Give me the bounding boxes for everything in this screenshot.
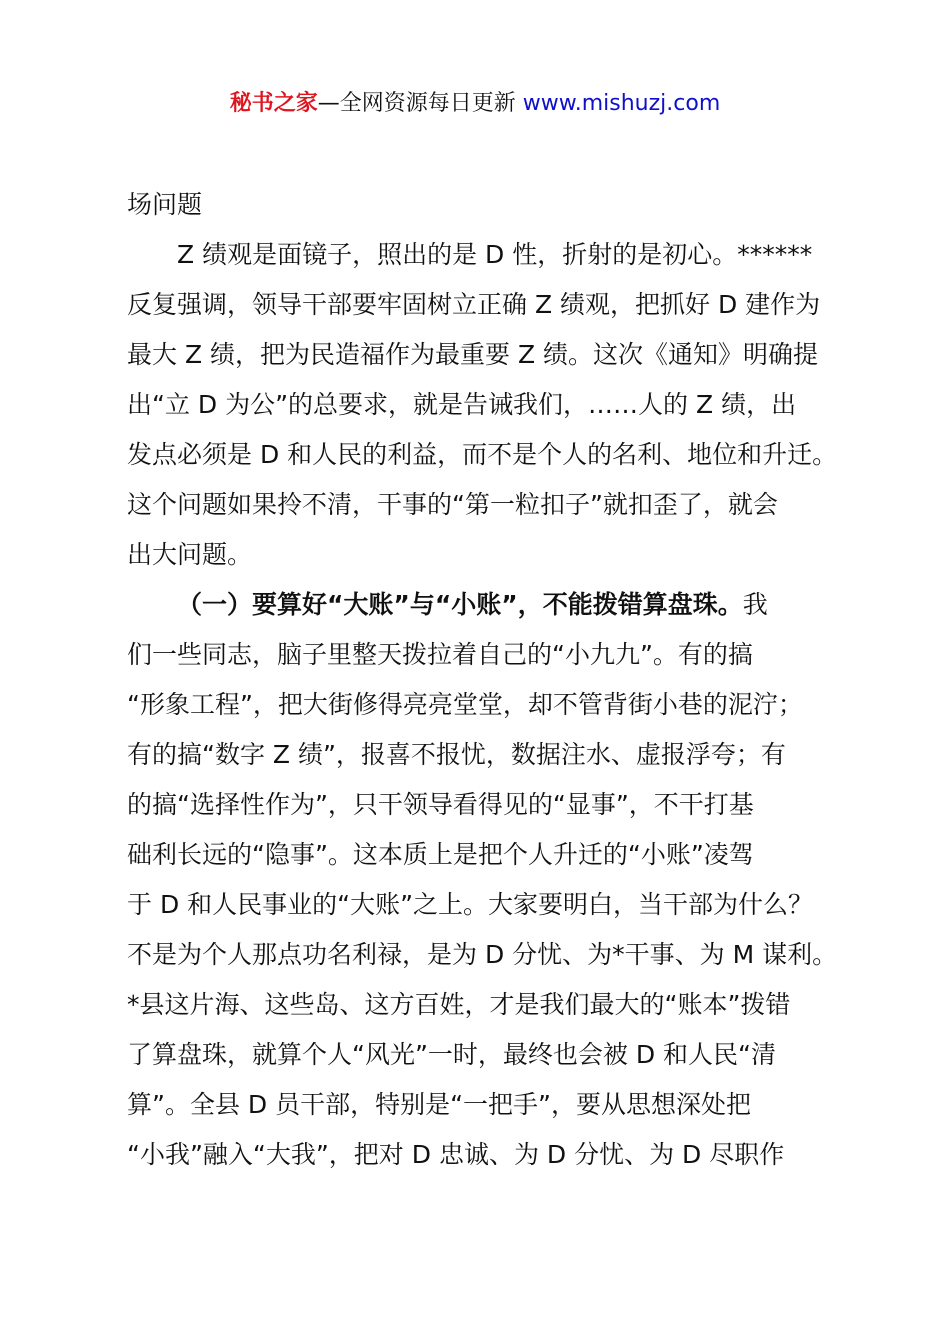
text-line: 于 D 和人民事业的“大账”之上。大家要明白，当干部为什么？	[127, 890, 814, 919]
text-line: 场问题	[127, 190, 203, 219]
text-line: 发点必须是 D 和人民的利益，而不是个人的名利、地位和升迁。	[127, 440, 838, 469]
paragraph-start: Z 绩观是面镜子，照出的是 D 性，折射的是初心。******	[177, 240, 813, 269]
text-line: 础利长远的“隐事”。这本质上是把个人升迁的“小账”凌驾	[127, 840, 754, 869]
text-line: 们一些同志，脑子里整天拨拉着自己的“小九九”。有的搞	[127, 640, 753, 669]
brand-name: 秘书之家	[229, 91, 318, 116]
text-line: *县这片海、这些岛、这方百姓，才是我们最大的“账本”拨错	[127, 990, 791, 1019]
section-heading-tail: 我	[742, 590, 768, 619]
text-line: 了算盘珠，就算个人“风光”一时，最终也会被 D 和人民“清	[127, 1040, 777, 1069]
document-body	[127, 180, 847, 1180]
text-line: 这个问题如果拎不清，干事的“第一粒扣子”就扣歪了，就会	[127, 490, 778, 519]
site-url-link[interactable]: www.mishuzj.com	[522, 91, 721, 116]
text-line: 出“立 D 为公”的总要求，就是告诫我们，……人的 Z 绩，出	[127, 390, 797, 419]
page-header	[0, 88, 950, 120]
text-line: “形象工程”，把大街修得亮亮堂堂，却不管背街小巷的泥泞；	[127, 690, 803, 719]
text-line: 的搞“选择性作为”，只干领导看得见的“显事”，不干打基	[127, 790, 754, 819]
header-tagline: —全网资源每日更新	[317, 91, 523, 116]
text-line: 有的搞“数字 Z 绩”，报喜不报忧，数据注水、虚报浮夸；有	[127, 740, 786, 769]
text-line: “小我”融入“大我”，把对 D 忠诚、为 D 分忧、为 D 尽职作	[127, 1140, 785, 1169]
text-line: 反复强调，领导干部要牢固树立正确 Z 绩观，把抓好 D 建作为	[127, 290, 821, 319]
section-heading: （一）要算好“大账”与“小账”，不能拨错算盘珠。	[177, 590, 743, 619]
text-line: 出大问题。	[127, 540, 253, 569]
text-line: 不是为个人那点功名利禄，是为 D 分忧、为*干事、为 M 谋利。	[127, 940, 838, 969]
text-line: 最大 Z 绩，把为民造福作为最重要 Z 绩。这次《通知》明确提	[127, 340, 819, 369]
text-line: 算”。全县 D 员干部，特别是“一把手”，要从思想深处把	[127, 1090, 752, 1119]
section-heading-line	[127, 580, 847, 630]
